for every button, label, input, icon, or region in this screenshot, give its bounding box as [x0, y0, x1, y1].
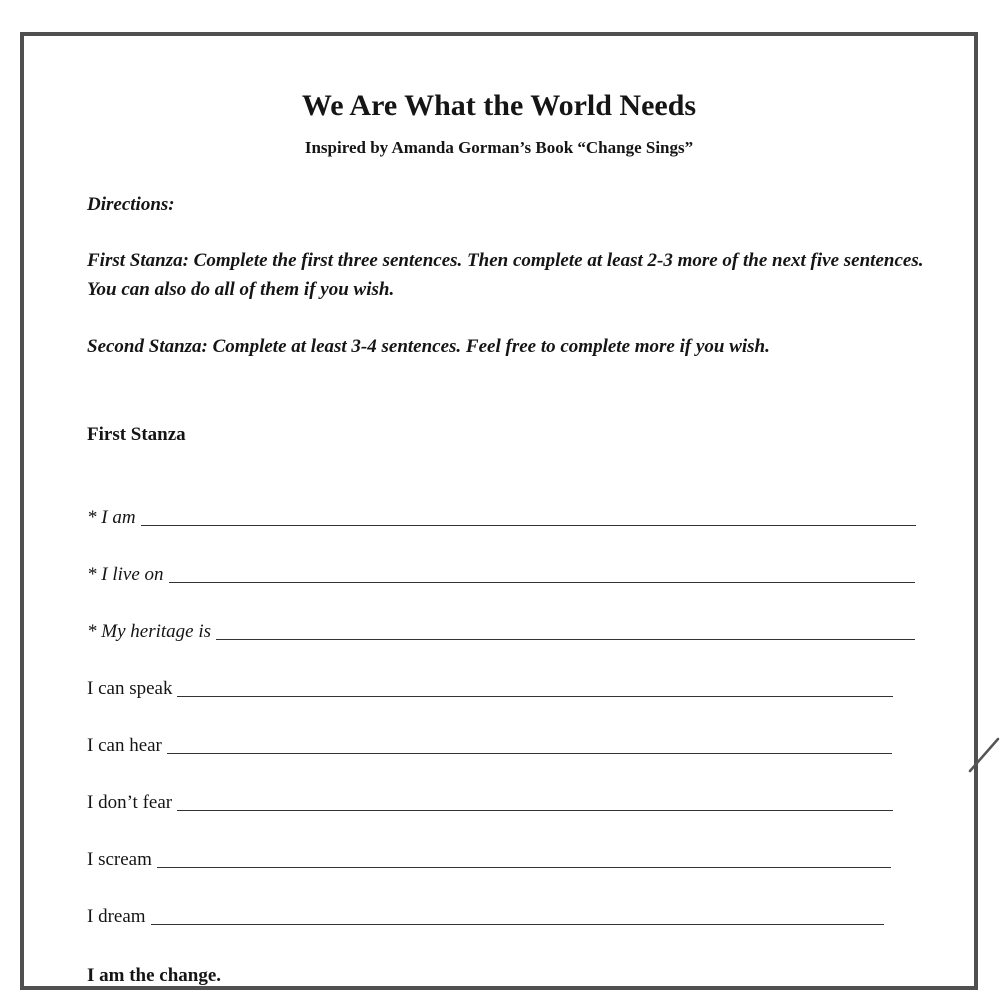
worksheet-subtitle: Inspired by Amanda Gorman’s Book “Change Sings”	[304, 138, 694, 157]
prompt-label: * I live on	[87, 564, 164, 585]
prompt-row-my-heritage-is	[87, 619, 915, 643]
answer-line[interactable]	[157, 866, 891, 868]
answer-line[interactable]	[169, 581, 915, 583]
prompt-row-i-am	[87, 505, 916, 529]
prompt-label: * I am	[87, 507, 136, 528]
answer-line[interactable]	[177, 809, 893, 811]
prompt-row-i-can-speak	[87, 676, 893, 700]
prompt-row-i-dont-fear	[87, 790, 893, 814]
answer-line[interactable]	[167, 752, 892, 754]
answer-line[interactable]	[151, 923, 884, 925]
first-stanza-heading: First Stanza	[87, 424, 186, 445]
prompt-label: I can speak	[87, 678, 173, 699]
prompt-label: I don’t fear	[87, 792, 173, 813]
prompt-row-i-dream	[87, 904, 884, 928]
answer-line[interactable]	[141, 524, 916, 526]
directions-heading: Directions:	[87, 194, 175, 215]
prompt-row-i-scream	[87, 847, 891, 871]
prompt-label: I scream	[87, 849, 152, 870]
answer-line[interactable]	[216, 638, 915, 640]
closing-line: I am the change.	[87, 965, 222, 986]
prompt-label: * My heritage is	[87, 621, 212, 642]
answer-line[interactable]	[177, 695, 893, 697]
prompt-row-i-live-on	[87, 562, 915, 586]
direction-first-stanza: First Stanza: Complete the first three sentences. Then complete at least 2-3 more of the next five sentences. You can also do all of them if you wish.	[87, 250, 924, 300]
prompt-label: I can hear	[87, 735, 162, 756]
prompt-row-i-can-hear	[87, 733, 892, 757]
direction-second-stanza: Second Stanza: Complete at least 3-4 sentences. Feel free to complete more if you wish.	[87, 336, 770, 357]
pen-stroke-mark	[968, 735, 1000, 775]
worksheet-page	[20, 32, 978, 990]
prompt-label: I dream	[87, 906, 146, 927]
worksheet-title: We Are What the World Needs	[301, 89, 697, 122]
